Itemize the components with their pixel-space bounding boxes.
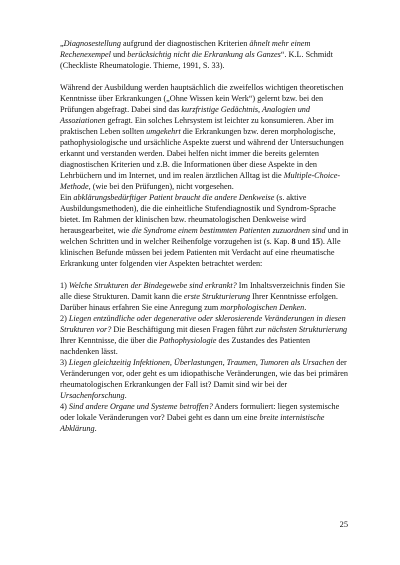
emphasis-text: Pathophysiologie bbox=[159, 336, 217, 345]
quote-open: „ bbox=[60, 39, 64, 48]
emphasis-text: Multiple-Choice-Methode, bbox=[60, 171, 341, 191]
paragraph-text: und bbox=[295, 237, 312, 246]
item-text: Im Inhaltsverzeichnis finden Sie alle diese Strukturen. Damit kann die bbox=[60, 281, 345, 301]
paragraph-text: Während der Ausbildung werden hauptsächlich die zweifellos wichtigen theoretischen Kenntnisse über Erkrankungen („Ohne Wissen kein Werk“) gelernt bzw. bei den Prüfungen abgefragt. Dabei sind das bbox=[60, 83, 344, 114]
item-question: Liegen entzündliche oder degenerative oder sklerosierende Veränderungen in diesen Strukturen vor? bbox=[60, 314, 346, 334]
item-number: 3) bbox=[60, 358, 69, 367]
paragraph-text: Ein bbox=[60, 193, 74, 202]
quote-text: aufgrund der diagnostischen Kriterien bbox=[120, 39, 250, 48]
emphasis-text: zur nächsten Strukturierung bbox=[255, 325, 348, 334]
quote-italic-ganzes: berücksichtig nicht die Erkrankung als Ganzes bbox=[127, 50, 281, 59]
paragraph-text: und in welchen Schritten und in welcher Reihenfolge vorzugehen ist (s. Kap. bbox=[60, 226, 349, 246]
emphasis-text: umgekehrt bbox=[146, 127, 181, 136]
chapter-ref: 15 bbox=[311, 237, 321, 246]
emphasis-text: kurzfristige Gedächtnis, Analogien und Assoziationen bbox=[60, 105, 310, 125]
aspect-item-3 bbox=[60, 357, 350, 401]
item-number: 4) bbox=[60, 402, 69, 411]
item-text: . bbox=[304, 303, 307, 312]
emphasis-text: morphologischen Denken bbox=[220, 303, 305, 312]
paragraph-text: die Erkrankungen bzw. deren morphologische, pathophysiologische und ursächliche Aspekte zuerst und während der Untersuchungen erkannt und verstanden werden. Dabei helfen nicht immer die bereits gelernten diagnostischen Kriterien und z.B. die Informationen über diese Aspekte in den Lehrbüchern und im Internet, und im realen ärztlichen Alltag ist die bbox=[60, 127, 344, 180]
quote-citation: “. K.L. Schmidt (Checkliste Rheumatologie. Thieme, 1991, S. 33). bbox=[60, 50, 333, 70]
item-text: der Veränderungen vor, oder geht es um idiopathische Veränderungen, wie das bei primären rheumatologischen Erkrankungen der Fall ist? Damit sind wir bei der bbox=[60, 358, 349, 389]
item-text: . bbox=[124, 391, 127, 400]
item-question: Sind andere Organe und Systeme betroffen? bbox=[68, 402, 213, 411]
chapter-ref: 8 bbox=[291, 237, 296, 246]
emphasis-text: die Syndrome einem bestimmten Patienten zuzuordnen sind bbox=[131, 226, 326, 235]
quote-text: und bbox=[110, 50, 128, 59]
page-number: 25 bbox=[339, 520, 348, 529]
emphasis-text: erste Strukturierung bbox=[183, 292, 251, 301]
quote-italic-rechenexempel: ähnelt mehr einem Rechenexempel bbox=[60, 39, 311, 59]
item-number: 1) bbox=[60, 281, 69, 290]
item-text: des Zustandes des Patienten nachdenken lässt. bbox=[60, 336, 311, 356]
aspect-list bbox=[60, 280, 350, 434]
paragraph-text: (wie bei den Prüfungen), nicht vorgesehen. bbox=[90, 182, 234, 191]
item-number: 2) bbox=[60, 314, 69, 323]
emphasis-text: breite internistische Abklärung bbox=[60, 413, 325, 433]
aspect-item-2 bbox=[60, 313, 350, 357]
item-question: Welche Strukturen der Bindegewebe sind erkrankt? bbox=[68, 281, 237, 290]
opening-quote bbox=[60, 38, 350, 71]
paragraph-text: ). Alle klinischen Befunde müssen bei jedem Patienten mit Verdacht auf eine rheumatische Erkrankung unter folgenden vier Aspekten betrachtet werden: bbox=[60, 237, 341, 268]
paragraph-ausbildung bbox=[60, 82, 350, 192]
item-text: Die Beschäftigung mit diesen Fragen führt bbox=[111, 325, 256, 334]
quote-italic-diagnosestellung: Diagnosestellung bbox=[63, 39, 121, 48]
item-text: Ihrer Kenntnisse erfolgen. Darüber hinaus erfahren Sie eine Anregung zum bbox=[60, 292, 338, 312]
item-text: Anders formuliert: liegen systemische oder lokale Veränderungen vor? Dabei geht es dann um eine bbox=[60, 402, 340, 422]
item-text: . bbox=[94, 424, 97, 433]
aspect-item-1 bbox=[60, 280, 350, 313]
paragraph-text: gefragt. Ein solches Lehrsystem ist leichter zu konsumieren. Aber im praktischen Leben sollten bbox=[60, 116, 334, 136]
emphasis-text: Ursachenforschung bbox=[60, 391, 125, 400]
item-text: Ihrer Kenntnisse, die über die bbox=[60, 336, 160, 345]
aspect-item-4 bbox=[60, 401, 350, 434]
item-question: Liegen gleichzeitig Infektionen, Überlastungen, Traumen, Tumoren als Ursachen bbox=[68, 358, 335, 367]
paragraph-denkweise bbox=[60, 192, 350, 269]
page-body bbox=[60, 38, 350, 434]
emphasis-text: abklärungsbedürftiger Patient braucht die andere Denkweise bbox=[73, 193, 275, 202]
paragraph-text: (s. aktive Ausbildungsmethoden), die die einheitliche Stufendiagnostik und Syndrom-Sprache bietet. Im Rahmen der klinischen bzw. rheumatologischen Denkweise wird herausgearbeitet, wie bbox=[60, 193, 336, 235]
